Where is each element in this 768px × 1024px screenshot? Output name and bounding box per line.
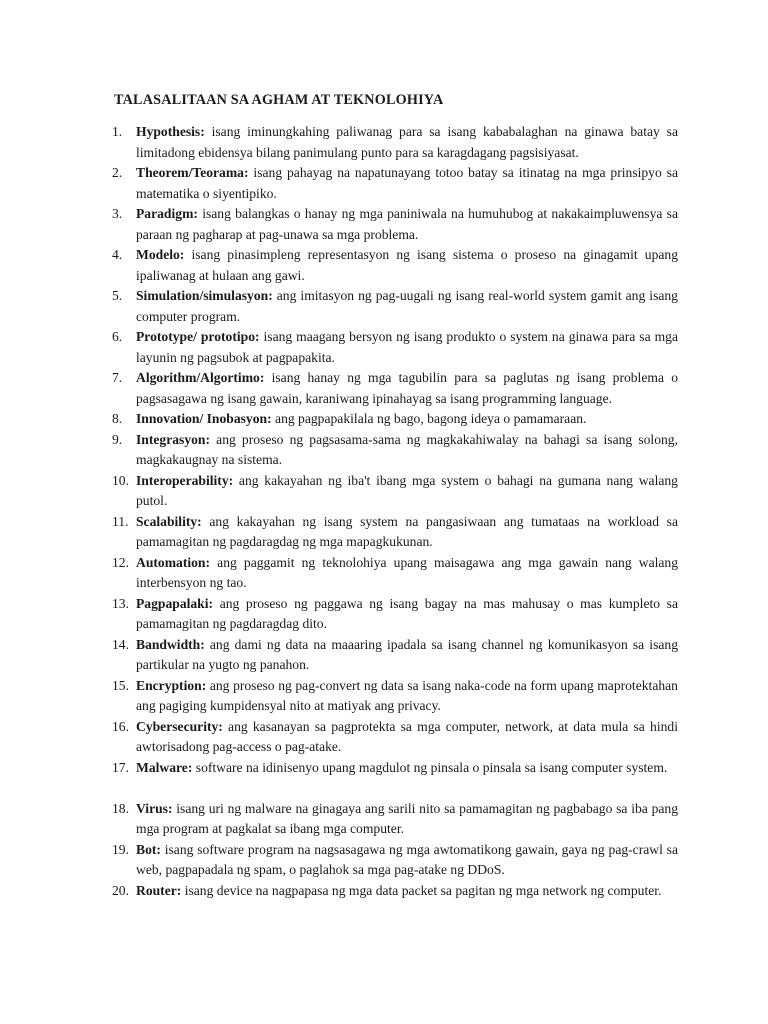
item-number: 9. [112,431,123,447]
list-item [112,245,678,286]
item-number: 17. [112,759,129,775]
item-number: 15. [112,677,129,693]
list-item [112,717,678,758]
term-label: Paradigm: [136,206,198,221]
term-label: Interoperability: [136,472,234,488]
term-label: Bandwidth: [136,636,205,652]
list-item [112,881,678,922]
list-item [112,799,678,840]
list-item [112,594,678,635]
term-definition: ang kakayahan ng isang system na pangasiwaan ang tumataas na workload sa pamamagitan ng pagdaragdag ng mga mapagkukunan. [136,513,678,549]
term-definition: ang pagpapakilala ng bago, bagong ideya o pamamaraan. [275,411,587,426]
list-item [112,840,678,881]
list-item [112,758,678,799]
term-label: Pagpapalaki: [136,595,214,611]
list-item [112,553,678,594]
term-definition: isang maagang bersyon ng isang produkto o system na ginawa para sa mga layunin ng pagsubok at pagpapakita. [136,329,678,365]
list-item [112,163,678,204]
list-item [112,286,678,327]
list-item [112,327,678,368]
list-item [112,676,678,717]
term-definition: ang proseso ng paggawa ng isang bagay na mas mahusay o mas kumpleto sa pamamagitan ng pagdaragdag dito. [136,595,678,631]
term-label: Hypothesis: [136,124,205,139]
item-number: 18. [112,800,129,816]
term-definition: isang uri ng malware na ginagaya ang sarili nito sa pamamagitan ng pagbabago sa iba pang mga program at pagkalat sa ibang mga computer. [136,800,678,836]
term-label: Prototype/ prototipo: [136,329,260,344]
term-definition: ang dami ng data na maaaring ipadala sa isang channel ng komunikasyon sa isang partikular na yugto ng panahon. [136,636,678,672]
term-label: Virus: [136,800,173,816]
term-label: Scalability: [136,513,202,529]
glossary-list [112,122,678,922]
item-number: 2. [112,165,123,180]
term-label: Malware: [136,759,193,775]
term-definition: isang balangkas o hanay ng mga paniniwala na humuhubog at nakakaimpluwensya sa paraan ng pagharap at pag-unawa sa mga problema. [136,206,678,242]
list-item [112,204,678,245]
term-definition: software na idinisenyo upang magdulot ng pinsala o pinsala sa isang computer system. [195,759,668,775]
term-definition: ang kasanayan sa pagprotekta sa mga computer, network, at data mula sa hindi awtorisadong pag-access o pag-atake. [136,718,678,754]
list-item [112,122,678,163]
item-number: 5. [112,288,123,303]
term-label: Simulation/simulasyon: [136,288,273,303]
term-label: Theorem/Teorama: [136,165,249,180]
list-item [112,512,678,553]
item-number: 12. [112,554,129,570]
term-label: Innovation/ Inobasyon: [136,411,272,426]
item-number: 10. [112,472,129,488]
term-definition: isang device na nagpapasa ng mga data packet sa pagitan ng mga network ng computer. [184,882,662,898]
term-label: Modelo: [136,247,185,262]
term-definition: isang iminungkahing paliwanag para sa isang kababalaghan na ginawa batay sa limitadong ebidensya bilang panimulang punto para sa karagdagang pagsisiyasat. [136,124,678,160]
term-definition: isang pahayag na napatunayang totoo batay sa itinatag na mga prinsipyo sa matematika o siyentipiko. [136,165,678,201]
term-label: Bot: [136,841,161,857]
term-definition: ang imitasyon ng pag-uugali ng isang real-world system gamit ang isang computer program. [136,288,678,324]
term-definition: ang proseso ng pag-convert ng data sa isang naka-code na form upang maprotektahan ang pagiging kumpidensyal nito at matiyak ang privacy. [136,677,678,713]
item-number: 8. [112,411,123,426]
item-number: 3. [112,206,123,221]
item-number: 13. [112,595,129,611]
item-number: 1. [112,124,123,139]
list-item [112,471,678,512]
document-title: TALASALITAAN SA AGHAM AT TEKNOLOHIYA [114,92,444,108]
term-label: Automation: [136,554,211,570]
term-definition: ang kakayahan ng iba't ibang mga system o bahagi na gumana nang walang putol. [136,472,678,508]
term-definition: ang proseso ng pagsasama-sama ng magkakahiwalay na bahagi sa isang solong, magkakaugnay na sistema. [136,431,678,467]
list-item [112,368,678,409]
list-item [112,409,678,430]
item-number: 11. [112,513,129,529]
item-number: 14. [112,636,129,652]
item-number: 16. [112,718,129,734]
term-label: Cybersecurity: [136,718,223,734]
term-definition: isang software program na nagsasagawa ng mga awtomatikong gawain, gaya ng pag-crawl sa web, pagpapadala ng spam, o paglahok sa mga pag-atake ng DDoS. [136,841,678,877]
term-definition: isang hanay ng mga tagubilin para sa paglutas ng isang problema o pagsasagawa ng isang gawain, karaniwang ipinahayag sa isang programming language. [136,370,678,406]
item-number: 7. [112,370,123,385]
term-label: Integrasyon: [136,431,211,447]
item-number: 20. [112,882,129,898]
list-item [112,430,678,471]
term-label: Algorithm/Algortimo: [136,370,265,385]
item-number: 19. [112,841,129,857]
term-label: Router: [136,882,182,898]
term-definition: isang pinasimpleng representasyon ng isang sistema o proseso na ginagamit upang ipaliwanag at hulaan ang gawi. [136,247,678,283]
item-number: 4. [112,247,123,262]
list-item [112,635,678,676]
item-number: 6. [112,329,123,344]
term-definition: ang paggamit ng teknolohiya upang maisagawa ang mga gawain nang walang interbensyon ng tao. [136,554,678,590]
term-label: Encryption: [136,677,207,693]
